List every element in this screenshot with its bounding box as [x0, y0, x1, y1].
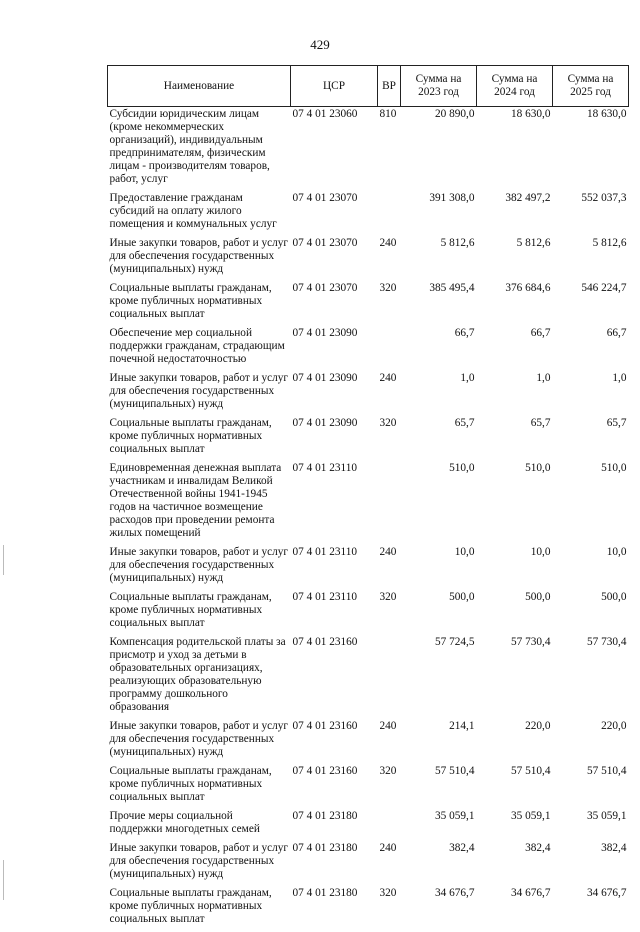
- cell-csr: 07 4 01 23070: [291, 237, 378, 282]
- cell-sum-2023: 1,0: [401, 372, 477, 417]
- cell-vr: 240: [378, 720, 401, 765]
- cell-csr: 07 4 01 23110: [291, 462, 378, 546]
- table-row: [108, 591, 629, 636]
- cell-sum-2024: 510,0: [477, 462, 553, 546]
- table-row: [108, 192, 629, 237]
- budget-table: [107, 65, 629, 932]
- cell-sum-2024: 382,4: [477, 842, 553, 887]
- cell-sum-2023: 65,7: [401, 417, 477, 462]
- cell-sum-2024: 57 730,4: [477, 636, 553, 720]
- cell-sum-2024: 376 684,6: [477, 282, 553, 327]
- cell-vr: 320: [378, 591, 401, 636]
- cell-name: Иные закупки товаров, работ и услуг для обеспечения государственных (муниципальных) нужд: [108, 237, 291, 282]
- cell-sum-2025: 546 224,7: [553, 282, 629, 327]
- cell-sum-2024: 5 812,6: [477, 237, 553, 282]
- cell-name: Иные закупки товаров, работ и услуг для обеспечения государственных (муниципальных) нужд: [108, 546, 291, 591]
- scan-edge-line: [3, 545, 4, 575]
- cell-vr: 240: [378, 842, 401, 887]
- cell-sum-2023: 5 812,6: [401, 237, 477, 282]
- cell-sum-2025: 18 630,0: [553, 107, 629, 193]
- cell-csr: 07 4 01 23070: [291, 192, 378, 237]
- cell-sum-2025: 57 510,4: [553, 765, 629, 810]
- cell-name: Иные закупки товаров, работ и услуг для обеспечения государственных (муниципальных) нужд: [108, 372, 291, 417]
- table-row: [108, 372, 629, 417]
- cell-sum-2023: 382,4: [401, 842, 477, 887]
- cell-name: Социальные выплаты гражданам, кроме публичных нормативных социальных выплат: [108, 887, 291, 932]
- cell-sum-2025: 66,7: [553, 327, 629, 372]
- cell-sum-2023: 385 495,4: [401, 282, 477, 327]
- cell-vr: 810: [378, 107, 401, 193]
- cell-sum-2025: 500,0: [553, 591, 629, 636]
- cell-sum-2025: 1,0: [553, 372, 629, 417]
- table-body: [108, 107, 629, 932]
- cell-sum-2023: 500,0: [401, 591, 477, 636]
- cell-sum-2023: 34 676,7: [401, 887, 477, 932]
- table-row: [108, 282, 629, 327]
- cell-sum-2024: 1,0: [477, 372, 553, 417]
- cell-sum-2025: 57 730,4: [553, 636, 629, 720]
- cell-sum-2023: 57 724,5: [401, 636, 477, 720]
- cell-vr: [378, 636, 401, 720]
- cell-sum-2024: 220,0: [477, 720, 553, 765]
- table-row: [108, 107, 629, 193]
- cell-csr: 07 4 01 23090: [291, 417, 378, 462]
- page-number: 429: [0, 37, 640, 53]
- cell-csr: 07 4 01 23160: [291, 720, 378, 765]
- cell-csr: 07 4 01 23070: [291, 282, 378, 327]
- cell-csr: 07 4 01 23090: [291, 372, 378, 417]
- cell-vr: 320: [378, 417, 401, 462]
- cell-name: Социальные выплаты гражданам, кроме публичных нормативных социальных выплат: [108, 765, 291, 810]
- cell-name: Прочие меры социальной поддержки многодетных семей: [108, 810, 291, 842]
- cell-vr: 320: [378, 765, 401, 810]
- cell-vr: 240: [378, 372, 401, 417]
- cell-sum-2023: 35 059,1: [401, 810, 477, 842]
- cell-vr: [378, 327, 401, 372]
- cell-vr: 320: [378, 887, 401, 932]
- cell-sum-2023: 66,7: [401, 327, 477, 372]
- cell-sum-2024: 382 497,2: [477, 192, 553, 237]
- cell-sum-2024: 34 676,7: [477, 887, 553, 932]
- cell-sum-2025: 34 676,7: [553, 887, 629, 932]
- cell-name: Предоставление гражданам субсидий на оплату жилого помещения и коммунальных услуг: [108, 192, 291, 237]
- cell-name: Обеспечение мер социальной поддержки гражданам, страдающим почечной недостаточностью: [108, 327, 291, 372]
- header-name: Наименование: [108, 66, 291, 107]
- cell-sum-2024: 66,7: [477, 327, 553, 372]
- cell-sum-2024: 18 630,0: [477, 107, 553, 193]
- header-sum-2023: Сумма на 2023 год: [401, 66, 477, 107]
- cell-vr: 240: [378, 546, 401, 591]
- table-row: [108, 720, 629, 765]
- cell-sum-2023: 57 510,4: [401, 765, 477, 810]
- cell-sum-2023: 10,0: [401, 546, 477, 591]
- header-sum-2025: Сумма на 2025 год: [553, 66, 629, 107]
- cell-name: Социальные выплаты гражданам, кроме публичных нормативных социальных выплат: [108, 282, 291, 327]
- cell-name: Иные закупки товаров, работ и услуг для обеспечения государственных (муниципальных) нужд: [108, 842, 291, 887]
- cell-csr: 07 4 01 23090: [291, 327, 378, 372]
- cell-csr: 07 4 01 23110: [291, 546, 378, 591]
- cell-vr: 240: [378, 237, 401, 282]
- table-row: [108, 765, 629, 810]
- table-row: [108, 636, 629, 720]
- cell-csr: 07 4 01 23160: [291, 765, 378, 810]
- header-vr: ВР: [378, 66, 401, 107]
- table-row: [108, 810, 629, 842]
- cell-sum-2023: 510,0: [401, 462, 477, 546]
- cell-csr: 07 4 01 23160: [291, 636, 378, 720]
- cell-csr: 07 4 01 23180: [291, 842, 378, 887]
- cell-sum-2025: 65,7: [553, 417, 629, 462]
- cell-vr: [378, 192, 401, 237]
- cell-sum-2023: 20 890,0: [401, 107, 477, 193]
- cell-csr: 07 4 01 23110: [291, 591, 378, 636]
- cell-sum-2025: 10,0: [553, 546, 629, 591]
- cell-sum-2024: 35 059,1: [477, 810, 553, 842]
- cell-sum-2023: 391 308,0: [401, 192, 477, 237]
- header-csr: ЦСР: [291, 66, 378, 107]
- cell-vr: [378, 462, 401, 546]
- cell-name: Единовременная денежная выплата участникам и инвалидам Великой Отечественной войны 1941-1945 годов на частичное возмещение расходов при проведении ремонта жилых помещений: [108, 462, 291, 546]
- cell-sum-2024: 57 510,4: [477, 765, 553, 810]
- cell-vr: 320: [378, 282, 401, 327]
- cell-sum-2024: 500,0: [477, 591, 553, 636]
- table-row: [108, 842, 629, 887]
- cell-name: Компенсация родительской платы за присмотр и уход за детьми в образовательных организациях, реализующих образовательную программу дошкольного образования: [108, 636, 291, 720]
- table-row: [108, 546, 629, 591]
- cell-vr: [378, 810, 401, 842]
- cell-sum-2025: 510,0: [553, 462, 629, 546]
- cell-name: Иные закупки товаров, работ и услуг для обеспечения государственных (муниципальных) нужд: [108, 720, 291, 765]
- cell-name: Социальные выплаты гражданам, кроме публичных нормативных социальных выплат: [108, 417, 291, 462]
- cell-sum-2023: 214,1: [401, 720, 477, 765]
- table-row: [108, 887, 629, 932]
- cell-sum-2025: 552 037,3: [553, 192, 629, 237]
- cell-sum-2024: 65,7: [477, 417, 553, 462]
- table-row: [108, 237, 629, 282]
- cell-csr: 07 4 01 23060: [291, 107, 378, 193]
- header-sum-2024: Сумма на 2024 год: [477, 66, 553, 107]
- cell-sum-2025: 382,4: [553, 842, 629, 887]
- table-header-row: [108, 66, 629, 107]
- cell-csr: 07 4 01 23180: [291, 887, 378, 932]
- cell-sum-2025: 5 812,6: [553, 237, 629, 282]
- scan-edge-line: [3, 860, 4, 900]
- table-row: [108, 327, 629, 372]
- cell-csr: 07 4 01 23180: [291, 810, 378, 842]
- cell-sum-2025: 35 059,1: [553, 810, 629, 842]
- cell-sum-2024: 10,0: [477, 546, 553, 591]
- table-row: [108, 462, 629, 546]
- cell-sum-2025: 220,0: [553, 720, 629, 765]
- cell-name: Социальные выплаты гражданам, кроме публичных нормативных социальных выплат: [108, 591, 291, 636]
- table-row: [108, 417, 629, 462]
- cell-name: Субсидии юридическим лицам (кроме некоммерческих организаций), индивидуальным предпринимателям, физическим лицам - производителям товаров, работ, услуг: [108, 107, 291, 193]
